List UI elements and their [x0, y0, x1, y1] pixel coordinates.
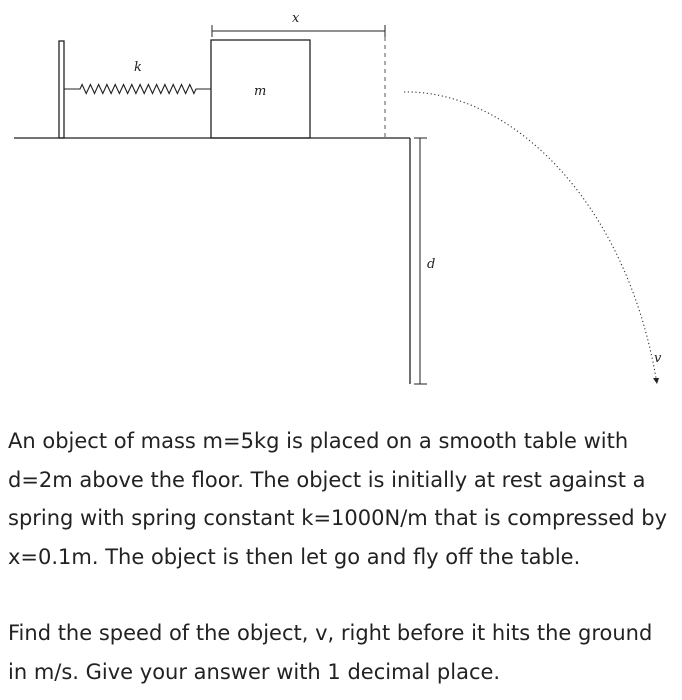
spring [64, 85, 211, 94]
spring-constant-label: k [134, 60, 142, 75]
problem-statement [8, 422, 676, 691]
mass-label: m [254, 84, 267, 99]
height-label: d [427, 257, 436, 272]
wall [59, 41, 64, 138]
velocity-arrowhead [653, 378, 659, 384]
trajectory-path [404, 92, 656, 378]
speed-label: v [654, 351, 662, 366]
problem-paragraph-1: An object of mass m=5kg is placed on a smooth table with d=2m above the floor. The object is initially at rest against a spring with spring constant k=1000N/m that is compressed by x=0.1m. The object is then let go and fly off the table. [8, 429, 668, 569]
compression-label: x [292, 11, 300, 26]
problem-paragraph-2: Find the speed of the object, v, right before it hits the ground in m/s. Give your answer with 1 decimal place. [8, 621, 653, 684]
